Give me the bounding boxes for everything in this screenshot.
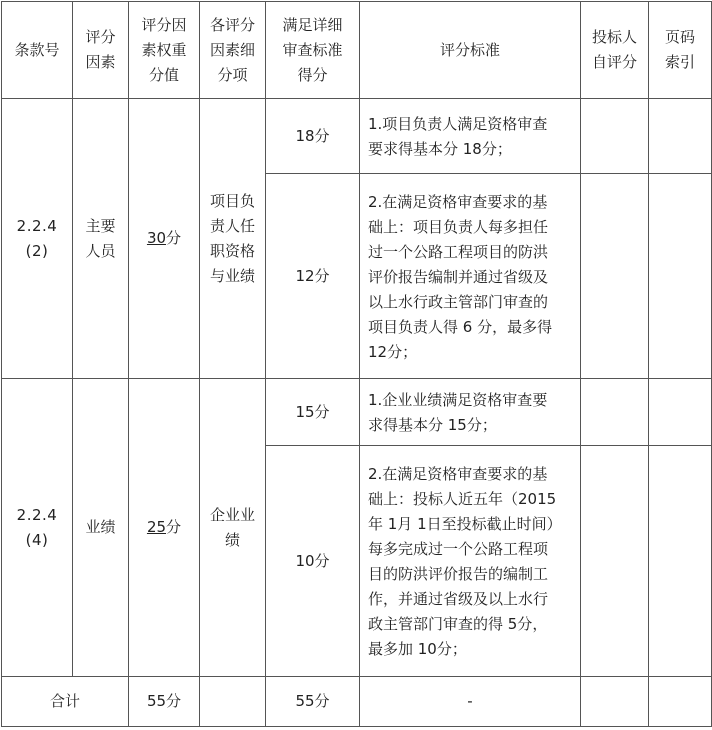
scoring-table [1,1,712,727]
header-subitem: 各评分 因素细 分项 [200,2,266,99]
self-score-cell[interactable] [581,446,649,677]
detail-score-cell: 18分 [266,99,360,174]
header-page-index: 页码 索引 [649,2,712,99]
clause-no-cell: 2.2.4 (4) [2,379,73,677]
self-score-cell[interactable] [581,174,649,379]
total-weight: 55分 [129,677,200,727]
page-index-cell[interactable] [649,379,712,446]
standard-cell: 1.项目负责人满足资格审查 要求得基本分 18分； [360,99,581,174]
total-page-index-cell[interactable] [649,677,712,727]
subitem-cell: 项目负 责人任 职资格 与业绩 [200,99,266,379]
factor-cell: 业绩 [73,379,129,677]
weight-value: 30 [146,229,167,247]
page-index-cell[interactable] [649,174,712,379]
header-detail-score: 满足详细 审查标准 得分 [266,2,360,99]
header-factor: 评分 因素 [73,2,129,99]
total-standard: - [360,677,581,727]
total-row [2,677,712,727]
table-row [2,99,712,174]
header-row [2,2,712,99]
page-index-cell[interactable] [649,99,712,174]
weight-cell [129,379,200,677]
weight-unit: 分 [166,229,182,247]
weight-cell [129,99,200,379]
header-weight: 评分因 素权重 分值 [129,2,200,99]
header-clause-no: 条款号 [2,2,73,99]
self-score-cell[interactable] [581,99,649,174]
weight-unit: 分 [166,518,182,536]
table-row [2,379,712,446]
subitem-cell: 企业业 绩 [200,379,266,677]
page-index-cell[interactable] [649,446,712,677]
detail-score-cell: 10分 [266,446,360,677]
standard-cell: 2.在满足资格审查要求的基 础上：投标人近五年（2015 年 1月 1日至投标截止时间） 每多完成过一个公路工程项 目的防洪评价报告的编制工 作，并通过省级及以上水行 政主管部门审查的得 5分， 最多加 10分； [360,446,581,677]
detail-score-cell: 15分 [266,379,360,446]
header-self-score: 投标人 自评分 [581,2,649,99]
total-subitem-cell [200,677,266,727]
detail-score-cell: 12分 [266,174,360,379]
clause-no-cell: 2.2.4 (2) [2,99,73,379]
total-detail-score: 55分 [266,677,360,727]
header-standard: 评分标准 [360,2,581,99]
factor-cell: 主要 人员 [73,99,129,379]
standard-cell: 2.在满足资格审查要求的基 础上：项目负责人每多担任 过一个公路工程项目的防洪 评价报告编制并通过省级及 以上水行政主管部门审查的 项目负责人得 6 分，最多得 12分； [360,174,581,379]
weight-value: 25 [146,518,167,536]
standard-cell: 1.企业业绩满足资格审查要 求得基本分 15分； [360,379,581,446]
total-label: 合计 [2,677,129,727]
self-score-cell[interactable] [581,379,649,446]
total-self-score-cell[interactable] [581,677,649,727]
